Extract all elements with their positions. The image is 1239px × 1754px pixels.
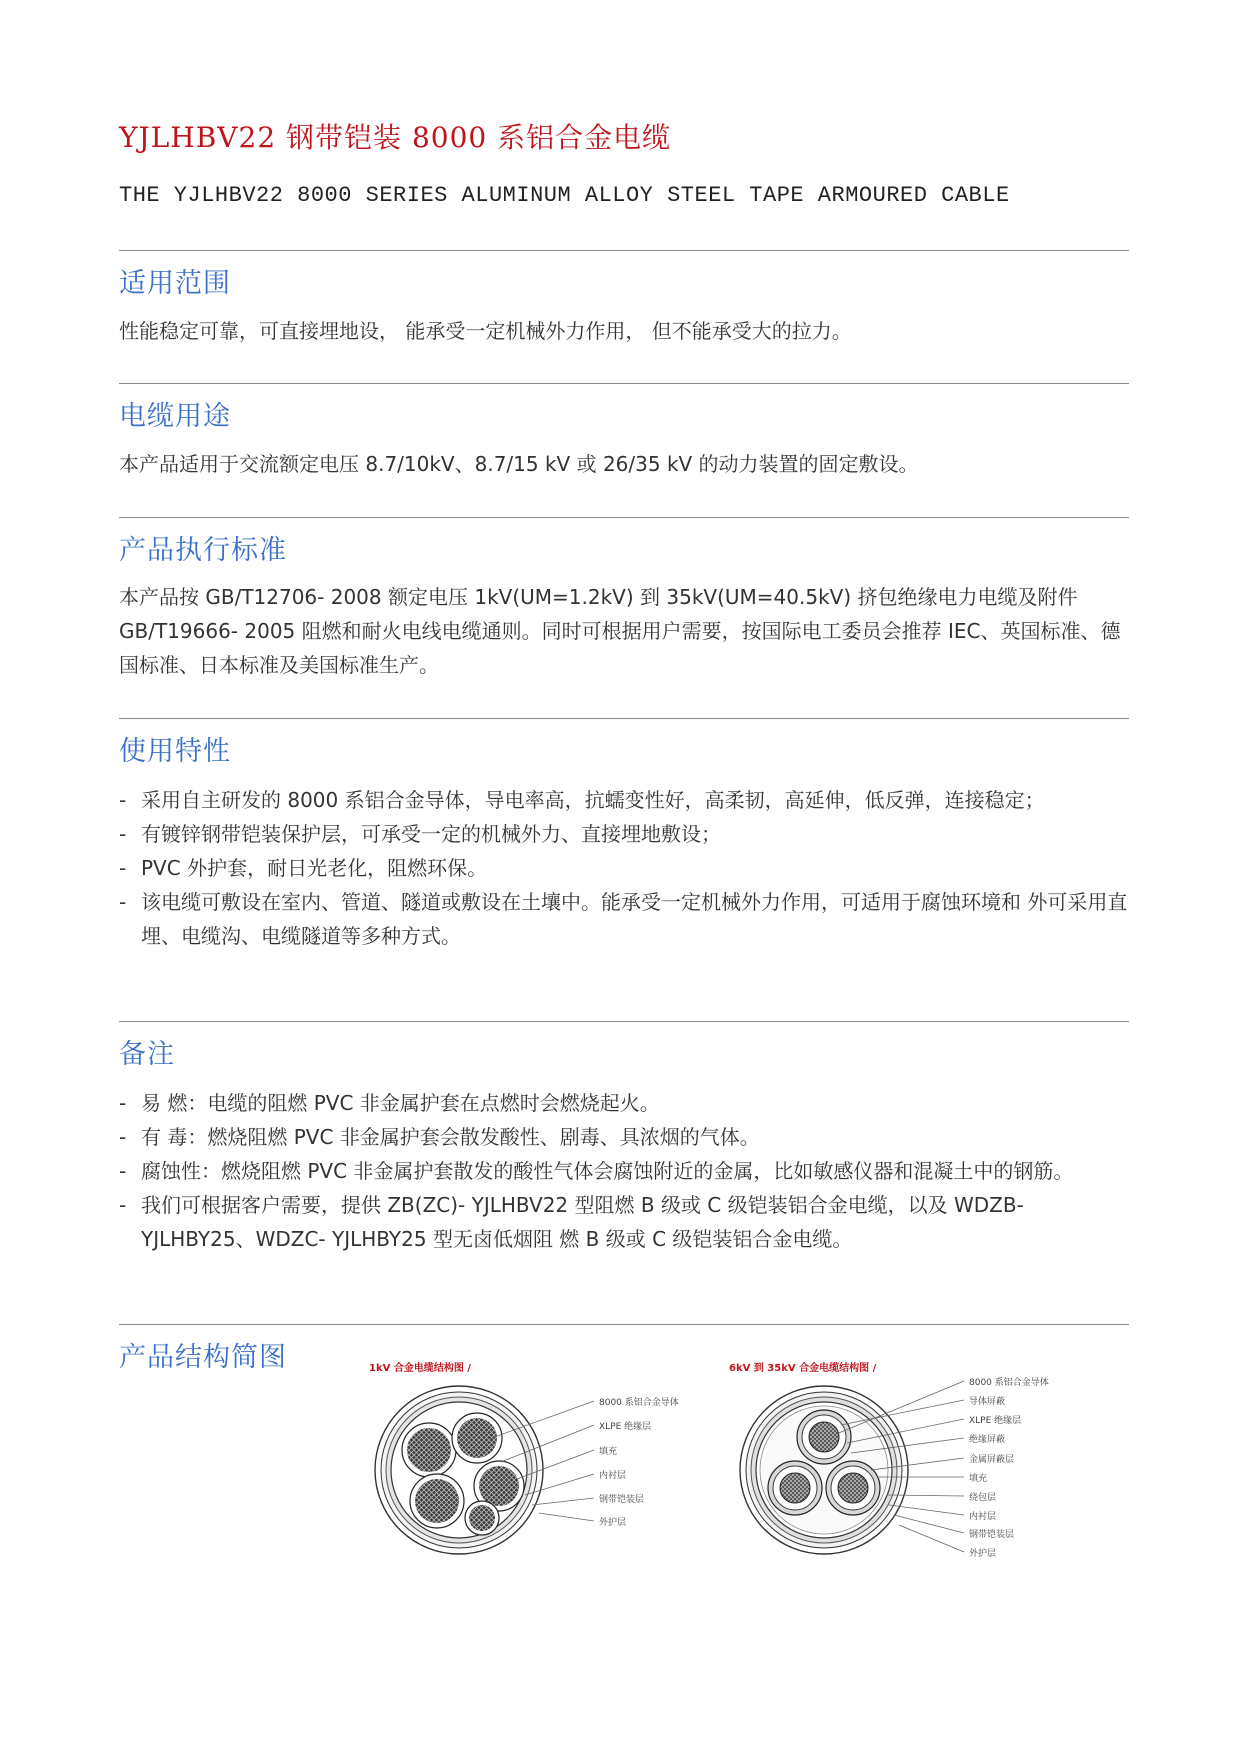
diagram-6kv-label: 8000 系铝合金导体 [969,1378,1049,1388]
features-list-item [119,885,1129,953]
section-text-usage: 本产品适用于交流额定电压 8.7/10kV、8.7/15 kV 或 26/35 kV 的动力装置的固定敷设。 [119,452,919,476]
notes-list [119,1086,1129,1256]
features-item-text: 有镀锌钢带铠装保护层，可承受一定的机械外力、直接埋地敷设； [141,822,721,846]
section-text-standard: 本产品按 GB/T12706- 2008 额定电压 1kV(UM=1.2kV) 到 35kV(UM=40.5kV) 挤包绝缘电力电缆及附件 GB/T19666- 2005 阻燃和耐火电线电缆通则。同时可根据用户需要，按国际电工委员会推荐 IEC、英国标准、德国标准、日本标准及美国标准生产。 [119,585,1121,677]
list-dash-marker: - [119,856,127,880]
diagram-6kv-35kv [729,1355,1129,1585]
diagram-6kv-label: 填充 [969,1474,988,1484]
diagram-1kv-label: 8000 系铝合金导体 [599,1398,679,1408]
features-item-text: 该电缆可敷设在室内、管道、隧道或敷设在土壤中。能承受一定机械外力作用，可适用于腐蚀环境和 外可采用直埋、电缆沟、电缆隧道等多种方式。 [141,890,1128,948]
cable-cross-section-6kv [729,1355,1129,1585]
notes-item-text: 腐蚀性：燃烧阻燃 PVC 非金属护套散发的酸性气体会腐蚀附近的金属，比如敏感仪器和混凝土中的钢筋。 [141,1159,1074,1183]
section-heading-usage: 电缆用途 [119,401,231,432]
features-item-text: 采用自主研发的 8000 系铝合金导体，导电率高，抗蠕变性好，高柔韧，高延伸，低反弹，连接稳定； [141,788,1045,812]
diagram-1kv-title: 1kV 合金电缆结构图 / [369,1363,471,1374]
list-dash-marker: - [119,1159,127,1183]
notes-item-text: 有 毒：燃烧阻燃 PVC 非金属护套会散发酸性、剧毒、具浓烟的气体。 [141,1125,760,1149]
features-list-item [119,783,1129,817]
notes-list-item [119,1086,1129,1120]
section-divider [119,250,1129,251]
diagram-1kv-label: XLPE 绝缘层 [599,1422,652,1432]
notes-item-text: 易 燃：电缆的阻燃 PVC 非金属护套在点燃时会燃烧起火。 [141,1091,660,1115]
list-dash-marker: - [119,1125,127,1149]
diagram-6kv-label: 内衬层 [969,1512,997,1522]
list-dash-marker: - [119,890,127,914]
section-heading-notes: 备注 [119,1039,175,1070]
diagram-6kv-label: 外护层 [969,1549,997,1559]
section-divider [119,1021,1129,1022]
diagram-1kv-label: 钢带铠装层 [599,1495,645,1505]
diagram-1kv-label: 外护层 [599,1518,627,1528]
list-dash-marker: - [119,822,127,846]
diagram-1kv-label: 填充 [599,1447,618,1457]
diagram-6kv-label: 绝缘屏蔽 [969,1435,1006,1445]
section-divider [119,383,1129,384]
diagram-6kv-label: 金属屏蔽层 [969,1455,1015,1465]
list-dash-marker: - [119,1193,127,1217]
features-list-item [119,851,1129,885]
diagram-6kv-label: 导体屏蔽 [969,1397,1006,1407]
diagram-6kv-label: 钢带铠装层 [969,1530,1015,1540]
diagram-6kv-label: XLPE 绝缘层 [969,1416,1022,1426]
section-heading-features: 使用特性 [119,736,231,767]
section-heading-scope: 适用范围 [119,268,231,299]
section-divider [119,718,1129,719]
notes-list-item [119,1154,1129,1188]
notes-item-text: 我们可根据客户需要，提供 ZB(ZC)- YJLHBV22 型阻燃 B 级或 C 级铠装铝合金电缆，以及 WDZB- YJLHBY25、WDZC- YJLHBY25 型无卤低烟阻 燃 B 级或 C 级铠装铝合金电缆。 [141,1193,1024,1251]
notes-list-item [119,1120,1129,1154]
features-list-item [119,817,1129,851]
diagram-6kv-label: 绕包层 [969,1493,997,1503]
features-list [119,783,1129,953]
section-heading-standard: 产品执行标准 [119,535,287,566]
diagram-1kv-label: 内衬层 [599,1471,627,1481]
features-item-text: PVC 外护套，耐日光老化，阻燃环保。 [141,856,488,880]
diagram-1kv [369,1355,709,1565]
cable-cross-section-1kv [369,1355,709,1565]
section-divider [119,517,1129,518]
document-subtitle-en: THE YJLHBV22 8000 SERIES ALUMINUM ALLOY STEEL TAPE ARMOURED CABLE [119,183,1010,208]
diagram-6kv-title: 6kV 到 35kV 合金电缆结构图 / [729,1363,877,1374]
section-heading-structure: 产品结构简图 [119,1342,287,1373]
notes-list-item [119,1188,1129,1256]
section-text-scope: 性能稳定可靠，可直接埋地设， 能承受一定机械外力作用， 但不能承受大的拉力。 [119,319,852,343]
section-divider [119,1324,1129,1325]
document-title: YJLHBV22 钢带铠装 8000 系铝合金电缆 [119,121,672,154]
list-dash-marker: - [119,1091,127,1115]
list-dash-marker: - [119,788,127,812]
